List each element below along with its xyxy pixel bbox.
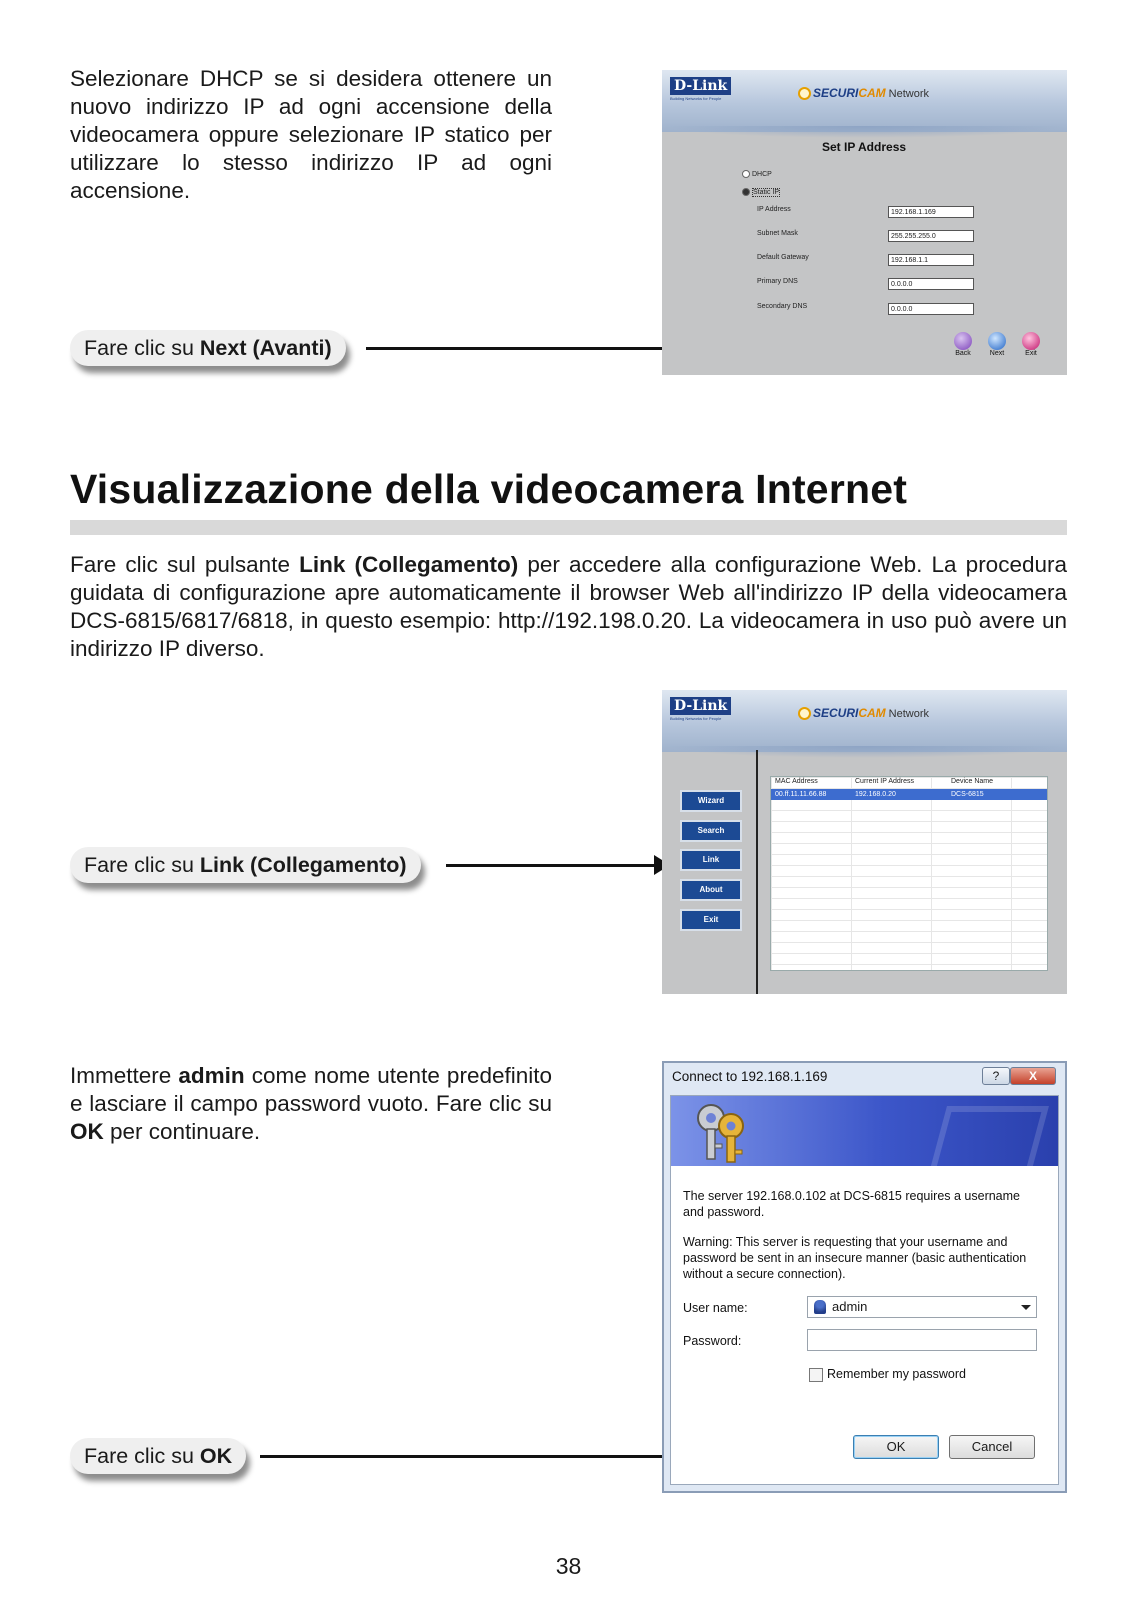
dhcp-instructions: Selezionare DHCP se si desidera ottenere un nuovo indirizzo IP ad ogni accensione della videocamera oppure selezionare IP statico per utilizzare lo stesso indirizzo IP ad ogni accensione.	[70, 66, 552, 203]
col-ip-header: Current IP Address	[855, 778, 915, 785]
callout-bold: Next (Avanti)	[199, 336, 332, 360]
brand-secu: SECURI	[813, 86, 859, 100]
radio-dhcp-circle	[742, 170, 750, 178]
next-icon	[988, 332, 1006, 350]
login-instr-end: per continuare.	[103, 1119, 261, 1144]
page-number: 38	[555, 1553, 582, 1579]
cancel-button[interactable]: Cancel	[949, 1435, 1035, 1459]
secondary-dns-field[interactable]: 0.0.0.0	[888, 303, 974, 315]
gateway-label: Default Gateway	[757, 254, 809, 261]
radio-dhcp-label: DHCP	[751, 170, 772, 178]
securicam-brand	[798, 86, 929, 100]
next-label: Next	[989, 350, 1005, 357]
securicam-icon	[798, 707, 811, 720]
password-label: Password:	[683, 1334, 742, 1348]
exit-button[interactable]: Exit	[680, 909, 742, 931]
primary-dns-label: Primary DNS	[757, 278, 798, 285]
callout-next	[70, 330, 346, 366]
row-name: DCS-6815	[951, 791, 984, 798]
callout-link	[70, 847, 421, 883]
device-list-screen	[662, 690, 1067, 994]
login-instructions	[70, 1062, 552, 1146]
banner-watermark	[925, 1106, 1049, 1166]
brand-secu: SECURI	[813, 706, 859, 720]
row-ip: 192.168.0.20	[855, 791, 896, 798]
help-button[interactable]: ?	[982, 1067, 1010, 1085]
close-button[interactable]: X	[1010, 1067, 1056, 1085]
remember-checkbox[interactable]	[809, 1368, 823, 1382]
link-instr-bold: Link (Collegamento)	[299, 552, 519, 577]
col-mac-header: MAC Address	[775, 778, 818, 785]
securicam-brand	[798, 706, 929, 720]
search-button[interactable]: Search	[680, 820, 742, 842]
link-instr-start: Fare clic sul pulsante	[70, 552, 300, 577]
heading-rule	[70, 520, 1067, 535]
exit-label: Exit	[1025, 350, 1037, 357]
subnet-mask-field[interactable]: 255.255.255.0	[888, 230, 974, 242]
brand-network: Network	[888, 88, 930, 100]
divider-line	[756, 750, 758, 994]
next-button[interactable]	[986, 332, 1008, 357]
login-instr-start: Immettere	[70, 1063, 179, 1088]
col-name-header: Device Name	[951, 778, 994, 785]
brand-cam: CAM	[858, 706, 886, 720]
login-instr-mid: come nome utente predefinito e lasciare il campo password vuoto. Fare clic su	[70, 1063, 553, 1116]
radio-dhcp[interactable]	[742, 170, 772, 178]
callout-bold: Link (Collegamento)	[199, 853, 407, 877]
set-ip-screen	[662, 70, 1067, 375]
back-button[interactable]	[952, 332, 974, 357]
screen-header	[662, 690, 1067, 752]
link-instr-end: per accedere alla configurazione Web. La procedura guidata di configurazione apre automaticamente il browser Web all'indirizzo IP della videocamera DCS-6815/6817/6818, in questo esempio: http://192.198.0.20. La videocamera in uso può avere un indirizzo IP diverso.	[70, 552, 1067, 661]
warning-message: Warning: This server is requesting that your username and password be sent in an insecure manner (basic authentication without a secure connection).	[683, 1235, 1027, 1281]
screen-title: Set IP Address	[822, 140, 907, 154]
dlink-tagline: Building Networks for People	[670, 716, 722, 721]
brand-cam: CAM	[858, 86, 886, 100]
section-heading: Visualizzazione della videocamera Internet	[70, 466, 908, 512]
dialog-body	[670, 1095, 1059, 1485]
user-icon	[814, 1300, 826, 1314]
login-instr-bold2: OK	[70, 1119, 104, 1144]
dlink-logo: D-Link	[670, 77, 731, 95]
about-button[interactable]: About	[680, 879, 742, 901]
dialog-title: Connect to 192.168.1.169	[672, 1069, 828, 1084]
dialog-banner	[671, 1096, 1058, 1166]
password-field[interactable]	[807, 1329, 1037, 1351]
back-icon	[954, 332, 972, 350]
gateway-field[interactable]: 192.168.1.1	[888, 254, 974, 266]
callout-ok	[70, 1438, 246, 1474]
remember-label: Remember my password	[827, 1367, 966, 1381]
radio-static-label: Static IP	[752, 188, 780, 196]
primary-dns-field[interactable]: 0.0.0.0	[888, 278, 974, 290]
row-mac: 00.ff.11.11.66.88	[775, 791, 827, 798]
back-label: Back	[955, 350, 971, 357]
exit-button[interactable]	[1020, 332, 1042, 357]
callout-bold: OK	[199, 1444, 233, 1468]
callout-prefix: Fare clic su	[84, 1444, 200, 1468]
screen-header	[662, 70, 1067, 132]
dropdown-icon[interactable]	[1021, 1305, 1031, 1310]
callout-prefix: Fare clic su	[84, 853, 200, 877]
dlink-tagline: Building Networks for People	[670, 96, 722, 101]
exit-icon	[1022, 332, 1040, 350]
login-dialog	[662, 1061, 1067, 1493]
table-row[interactable]	[771, 789, 1047, 800]
username-field[interactable]	[807, 1296, 1037, 1318]
arrow-line	[446, 864, 656, 867]
login-instr-bold: admin	[178, 1063, 245, 1088]
server-message: The server 192.168.0.102 at DCS-6815 requires a username and password.	[683, 1189, 1020, 1219]
ip-address-label: IP Address	[757, 206, 791, 213]
username-value: admin	[832, 1299, 868, 1314]
securicam-icon	[798, 87, 811, 100]
brand-network: Network	[888, 708, 930, 720]
keys-icon	[689, 1100, 759, 1166]
ip-address-field[interactable]: 192.168.1.169	[888, 206, 974, 218]
dlink-logo: D-Link	[670, 697, 731, 715]
radio-static-circle	[742, 188, 750, 196]
subnet-mask-label: Subnet Mask	[757, 230, 798, 237]
wizard-button[interactable]: Wizard	[680, 790, 742, 812]
link-instructions	[70, 551, 1067, 663]
ok-button[interactable]: OK	[853, 1435, 939, 1459]
callout-prefix: Fare clic su	[84, 336, 200, 360]
username-label: User name:	[683, 1301, 748, 1315]
device-table	[770, 776, 1048, 971]
radio-static-ip[interactable]	[742, 188, 780, 196]
link-button[interactable]: Link	[680, 849, 742, 871]
secondary-dns-label: Secondary DNS	[757, 303, 808, 310]
